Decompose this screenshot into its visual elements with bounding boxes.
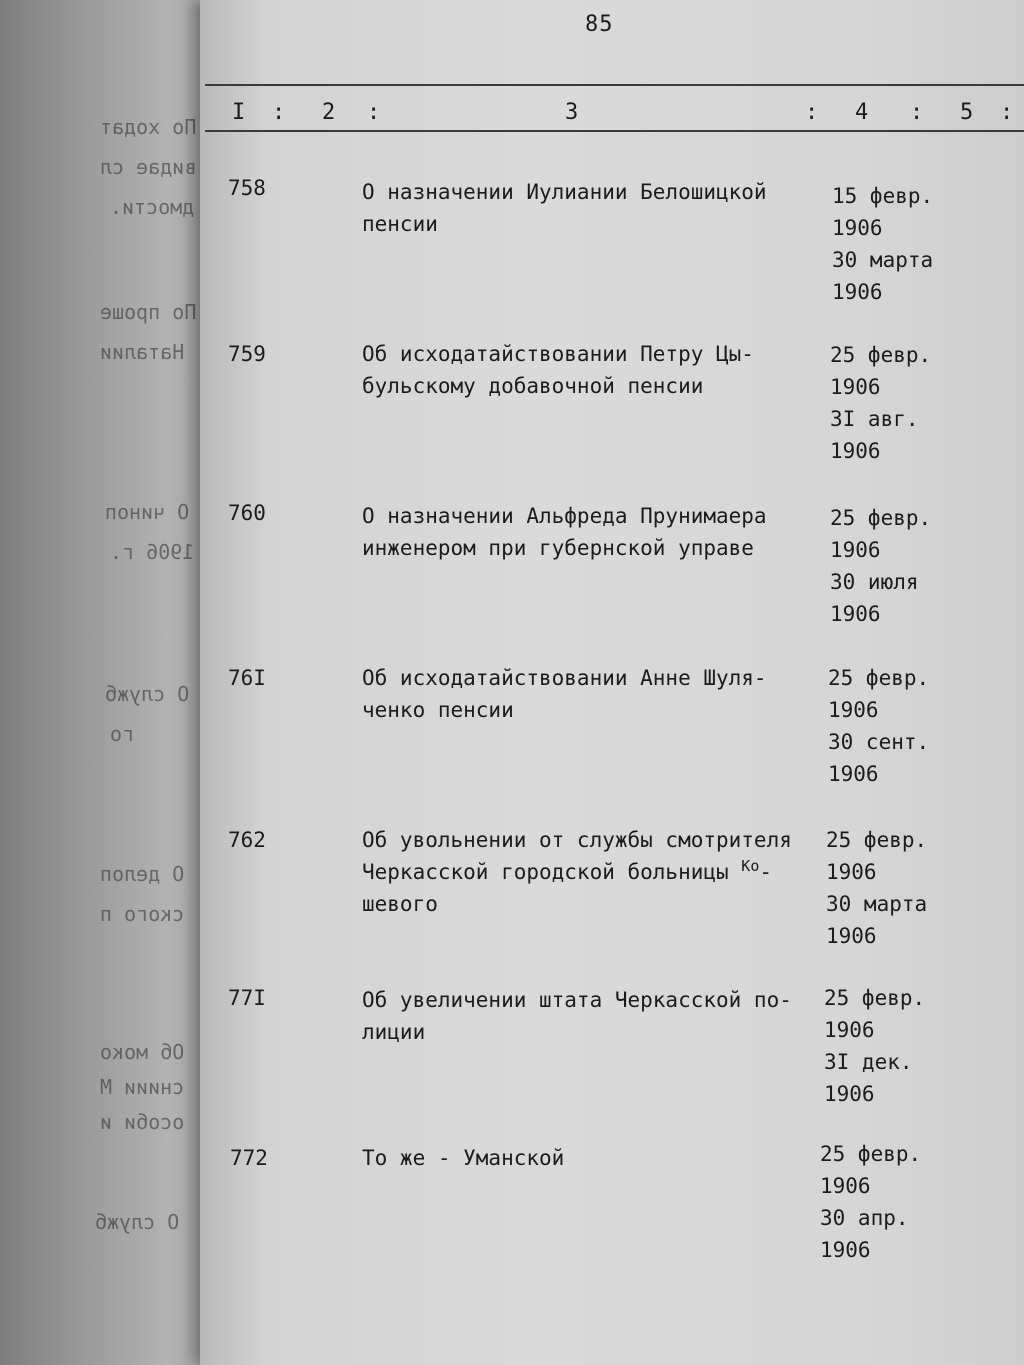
row-title-text: Черкасской городской больницы — [362, 860, 742, 884]
date-start: 25 февр. — [830, 343, 932, 367]
header-col-5: 5 — [960, 100, 974, 125]
row-title: О назначении Иулиании Белошицкой пенсии — [362, 180, 767, 236]
year-start: 1906 — [830, 538, 881, 562]
year-start: 1906 — [832, 216, 883, 240]
year-start: 1906 — [828, 698, 879, 722]
left-page-fragment: О делоп — [100, 862, 185, 886]
date-end: 3I дек. — [824, 1050, 913, 1074]
header-separator: : — [910, 100, 924, 125]
year-end: 1906 — [830, 602, 881, 626]
page-number: 85 — [585, 12, 614, 37]
row-title-superscript: Ко — [741, 857, 760, 875]
row-number: 77I — [228, 986, 266, 1010]
row-title: Об исходатайствовании Петру Цы-бульскому добавочной пенсии — [362, 342, 754, 398]
date-end: 30 апр. — [820, 1206, 909, 1230]
date-start: 25 февр. — [828, 666, 930, 690]
left-page-fragment: О чиноп — [105, 500, 190, 524]
row-title: Об увеличении штата Черкасской по-лиции — [362, 988, 792, 1044]
year-end: 1906 — [824, 1082, 875, 1106]
header-bottom-rule — [205, 130, 1024, 132]
left-page-fragment: О служб — [105, 682, 190, 706]
header-separator: : — [272, 100, 286, 125]
row-title: Об исходатайствовании Анне Шуля-ченко пенсии — [362, 666, 767, 722]
year-end: 1906 — [826, 924, 877, 948]
row-dates — [826, 824, 956, 952]
header-top-rule — [205, 84, 1024, 86]
row-title — [362, 824, 832, 920]
left-page-fragment: По проше — [100, 300, 197, 324]
facing-left-page — [0, 0, 210, 1365]
left-page-fragment: 1906 г. — [110, 540, 195, 564]
left-page-fragment: особи и — [100, 1110, 185, 1134]
row-title-line: шевого — [362, 892, 438, 916]
row-dates — [828, 662, 958, 790]
date-start: 25 февр. — [830, 506, 932, 530]
year-start: 1906 — [830, 375, 881, 399]
header-col-1: I — [232, 100, 246, 125]
row-number: 76I — [228, 666, 266, 690]
left-page-fragment: Наталии — [100, 340, 185, 364]
header-separator: : — [1000, 100, 1014, 125]
date-start: 25 февр. — [820, 1142, 922, 1166]
year-end: 1906 — [832, 280, 883, 304]
left-page-fragment: О служб — [95, 1210, 180, 1234]
date-end: 30 марта — [832, 248, 934, 272]
row-title: О назначении Альфреда Прунимаера инженером при губернской управе — [362, 504, 767, 560]
row-dates — [830, 339, 960, 467]
year-start: 1906 — [824, 1018, 875, 1042]
year-end: 1906 — [820, 1238, 871, 1262]
date-end: 30 сент. — [828, 730, 930, 754]
row-title: То же - Уманской — [362, 1146, 565, 1170]
left-page-fragment: го — [110, 722, 135, 746]
date-start: 25 февр. — [824, 986, 926, 1010]
row-number: 762 — [228, 828, 266, 852]
row-number: 760 — [228, 501, 266, 525]
left-page-fragment: дмости. — [110, 195, 195, 219]
left-page-fragment: Об моко — [100, 1040, 185, 1064]
year-start: 1906 — [820, 1174, 871, 1198]
year-end: 1906 — [830, 439, 881, 463]
left-page-fragment: сниии М — [100, 1075, 185, 1099]
header-col-2: 2 — [322, 100, 336, 125]
header-col-4: 4 — [855, 100, 869, 125]
row-number: 758 — [228, 176, 266, 200]
left-page-fragment: ского п — [100, 902, 185, 926]
date-end: 30 марта — [826, 892, 928, 916]
date-start: 15 февр. — [832, 184, 934, 208]
row-dates — [832, 180, 962, 308]
left-page-fragment: видае сл — [100, 155, 197, 179]
year-start: 1906 — [826, 860, 877, 884]
header-col-3: 3 — [565, 100, 579, 125]
date-end: 3I авг. — [830, 407, 919, 431]
row-dates — [830, 502, 960, 630]
year-end: 1906 — [828, 762, 879, 786]
row-number: 759 — [228, 342, 266, 366]
row-number: 772 — [230, 1146, 268, 1170]
row-dates — [820, 1138, 950, 1266]
row-dates — [824, 982, 954, 1110]
date-start: 25 февр. — [826, 828, 928, 852]
row-title-line — [362, 856, 832, 888]
row-title-line: Об увольнении от службы смотрителя — [362, 828, 792, 852]
header-separator: : — [805, 100, 819, 125]
row-title-hyphen: - — [759, 860, 773, 884]
header-separator: : — [367, 100, 381, 125]
date-end: 30 июля — [830, 570, 919, 594]
left-page-fragment: По ходат — [100, 115, 197, 139]
